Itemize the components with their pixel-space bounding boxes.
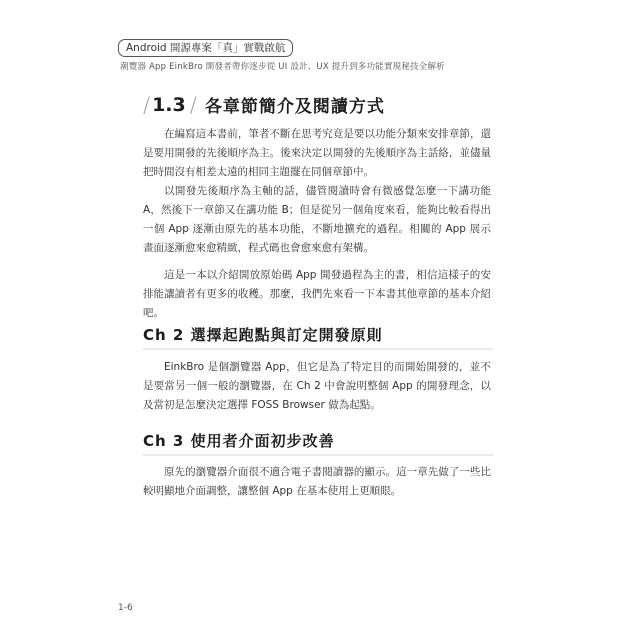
chapter-2-heading: Ch 2 選擇起跑點與訂定開發原則: [143, 325, 493, 350]
section-title: 各章節簡介及閱讀方式: [204, 97, 385, 117]
section-slash-right: /: [189, 92, 197, 117]
book-subtitle: 潮覽器 App EinkBro 開發者帶你逐步從 UI 設計、UX 提升到多功能實現秘技全解析: [120, 62, 445, 72]
running-header: [118, 36, 538, 72]
section-slash-left: /: [143, 92, 151, 117]
section-number: 1.3: [152, 93, 186, 116]
intro-paragraph-1: 在編寫這本書前，筆者不斷在思考究竟是要以功能分類來安排章節，還是要用開發的先後順序為主。後來決定以開發的先後順序為主話絡，並儘量把時間沒有相差太遠的相同主題擺在同個章節中。: [143, 128, 491, 178]
intro-paragraph-2: 以開發先後順序為主軸的話，儘管閱讀時會有微感覺怎麼一下講功能A，然後下一章節又在講功能 B；但是從另一個角度來看，能夠比較看得出一個 App 逐漸由原先的基本功能，不斷地擴充的過程。相關的 App 展示畫面逐漸愈來愈精緻，程式碼也會愈來愈有架構。: [143, 185, 491, 254]
book-title: Android 開源專案「真」實戰啟航: [118, 39, 293, 57]
page-number: 1-6: [118, 603, 133, 613]
section-heading: [143, 92, 385, 117]
chapter-3-body: 原先的瀏覽器介面很不適合電子書閱讀器的顯示。這一章先做了一些比較明顯地介面調整，讓整個 App 在基本使用上更順眼。: [143, 466, 491, 497]
chapter-2-body: EinkBro 是個瀏覽器 App，但它是為了特定目的而開始開發的，並不是要當另一個一般的瀏覽器，在 Ch 2 中會說明整個 App 的開發理念，以及當初是怎麼決定選擇 FOSS Browser 做為起點。: [143, 361, 491, 411]
intro-paragraph-3: 這是一本以介紹開放原始碼 App 開發過程為主的書，相信這樣子的安排能讓讀者有更多的收穫。那麼，我們先來看一下本書其他章節的基本介紹吧。: [143, 269, 491, 319]
chapter-3-heading: Ch 3 使用者介面初步改善: [143, 431, 493, 456]
